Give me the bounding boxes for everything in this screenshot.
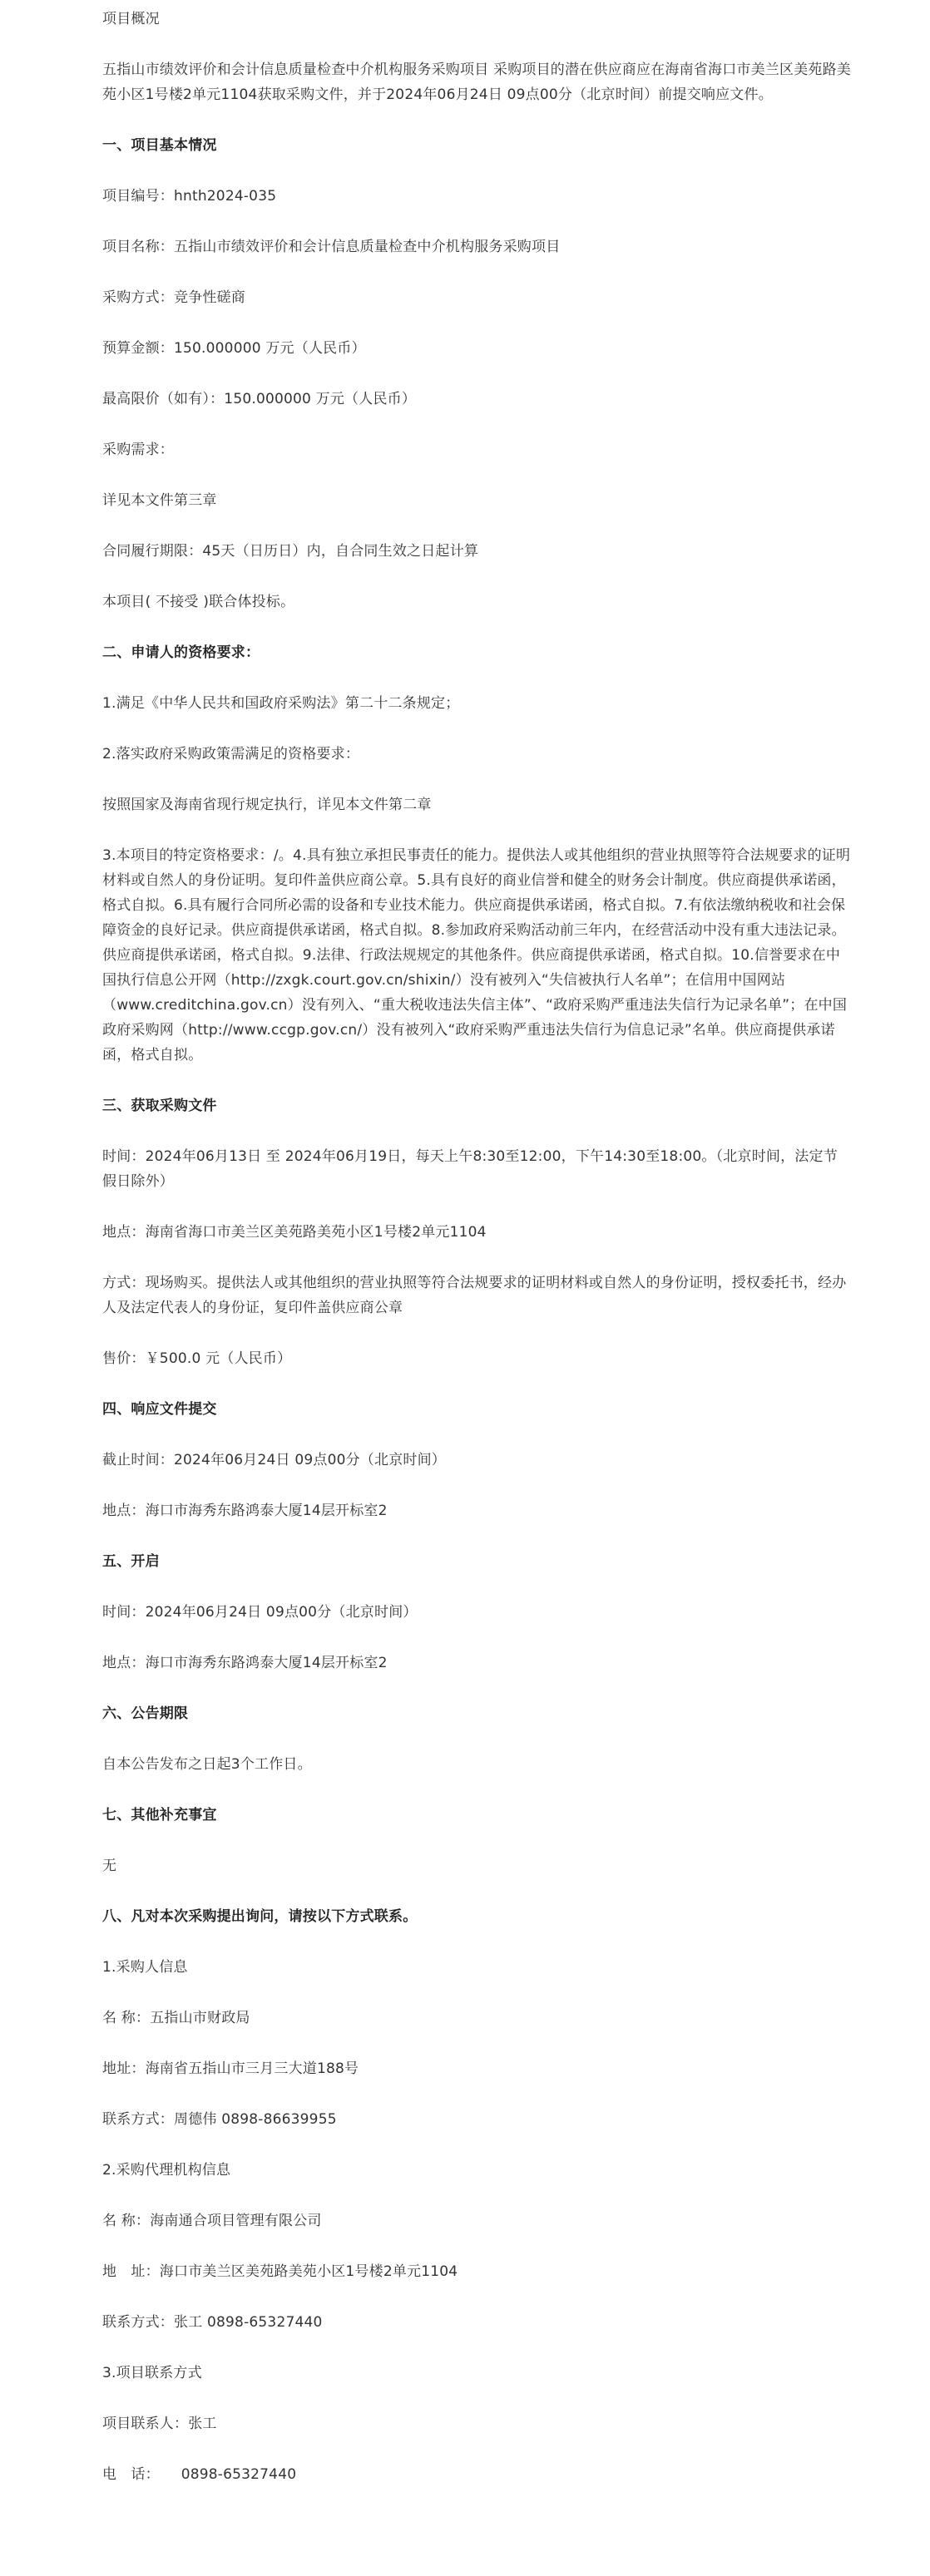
overview-title: 项目概况 [102,11,160,27]
acquire-place: 地点：海南省海口市美兰区美苑路美苑小区1号楼2单元1104 [102,1224,487,1241]
section-8-title: 八、凡对本次采购提出询问，请按以下方式联系。 [102,1908,418,1925]
agency-contact: 联系方式：张工 0898-65327440 [102,2314,323,2331]
buyer-address: 地址：海南省五指山市三月三大道188号 [102,2060,359,2077]
submission-deadline: 截止时间：2024年06月24日 09点00分（北京时间） [102,1452,446,1468]
section-6-title: 六、公告期限 [102,1705,189,1722]
section-1-title: 一、项目基本情况 [102,137,217,154]
procurement-method: 采购方式：竞争性磋商 [102,289,245,306]
requirement-2-detail: 按照国家及海南省现行规定执行，详见本文件第二章 [102,797,432,813]
other-matters: 无 [102,1858,117,1874]
demand-detail: 详见本文件第三章 [102,492,217,509]
overview-text: 五指山市绩效评价和会计信息质量检查中介机构服务采购项目 采购项目的潜在供应商应在海南省海口市美兰区美苑路美苑小区1号楼2单元1104获取采购文件，并于2024年06月24日 09点00分（北京时间）前提交响应文件。 [102,62,852,103]
buyer-name: 名 称：五指山市财政局 [102,2010,250,2026]
project-phone: 电 话： 0898-65327440 [102,2466,297,2483]
project-name: 项目名称：五指山市绩效评价和会计信息质量检查中介机构服务采购项目 [102,239,561,255]
requirement-2: 2.落实政府采购政策需满足的资格要求： [102,746,360,762]
buyer-heading: 1.采购人信息 [102,1959,188,1976]
section-2-title: 二、申请人的资格要求： [102,644,260,661]
announcement-body [102,0,851,2487]
document-price: 售价：￥500.0 元（人民币） [102,1350,292,1367]
opening-place: 地点：海口市海秀东路鸿泰大厦14层开标室2 [102,1655,388,1671]
announcement-period: 自本公告发布之日起3个工作日。 [102,1756,312,1773]
acquire-way: 方式：现场购买。提供法人或其他组织的营业执照等符合法规要求的证明材料或自然人的身份证明，授权委托书，经办人及法定代表人的身份证，复印件盖供应商公章 [102,1275,847,1316]
opening-time: 时间：2024年06月24日 09点00分（北京时间） [102,1604,418,1621]
buyer-contact: 联系方式：周德伟 0898-86639955 [102,2111,337,2128]
contract-period: 合同履行期限：45天（日历日）内，自合同生效之日起计算 [102,543,479,560]
submission-place: 地点：海口市海秀东路鸿泰大厦14层开标室2 [102,1503,388,1519]
agency-name: 名 称：海南通合项目管理有限公司 [102,2213,322,2229]
consortium-note: 本项目( 不接受 )联合体投标。 [102,594,295,610]
section-4-title: 四、响应文件提交 [102,1401,217,1418]
agency-address: 地 址：海口市美兰区美苑路美苑小区1号楼2单元1104 [102,2263,458,2280]
project-number: 项目编号：hnth2024-035 [102,188,277,205]
section-5-title: 五、开启 [102,1553,160,1570]
budget-amount: 预算金额：150.000000 万元（人民币） [102,340,366,357]
project-contact-heading: 3.项目联系方式 [102,2365,202,2381]
section-7-title: 七、其他补充事宜 [102,1807,217,1823]
max-price: 最高限价（如有）：150.000000 万元（人民币） [102,391,417,407]
project-contact-person: 项目联系人：张工 [102,2416,217,2432]
demand-label: 采购需求： [102,442,174,458]
agency-heading: 2.采购代理机构信息 [102,2162,231,2179]
acquire-time: 时间：2024年06月13日 至 2024年06月19日，每天上午8:30至12:00，下午14:30至18:00。（北京时间，法定节假日除外） [102,1148,838,1190]
requirement-1: 1.满足《中华人民共和国政府采购法》第二十二条规定； [102,695,460,712]
section-3-title: 三、获取采购文件 [102,1098,217,1114]
requirement-3: 3.本项目的特定资格要求：/。4.具有独立承担民事责任的能力。提供法人或其他组织的营业执照等符合法规要求的证明材料或自然人的身份证明。复印件盖供应商公章。5.具有良好的商业信誉和健全的财务会计制度。供应商提供承诺函，格式自拟。6.具有履行合同所必需的设备和专业技术能力。供应商提供承诺函，格式自拟。7.有依法缴纳税收和社会保障资金的良好记录。供应商提供承诺函，格式自拟。8.参加政府采购活动前三年内，在经营活动中没有重大违法记录。供应商提供承诺函，格式自拟。9.法律、行政法规规定的其他条件。供应商提供承诺函，格式自拟。10.信誉要求在中国执行信息公开网（http://zxgk.court.gov.cn/shixin/）没有被列入“失信被执行人名单”；在信用中国网站（www.creditchina.gov.cn）没有列入、“重大税收违法失信主体”、“政府采购严重违法失信行为记录名单”；在中国政府采购网（http://www.ccgp.gov.cn/）没有被列入“政府采购严重违法失信行为信息记录”名单。供应商提供承诺函，格式自拟。 [102,847,851,1063]
